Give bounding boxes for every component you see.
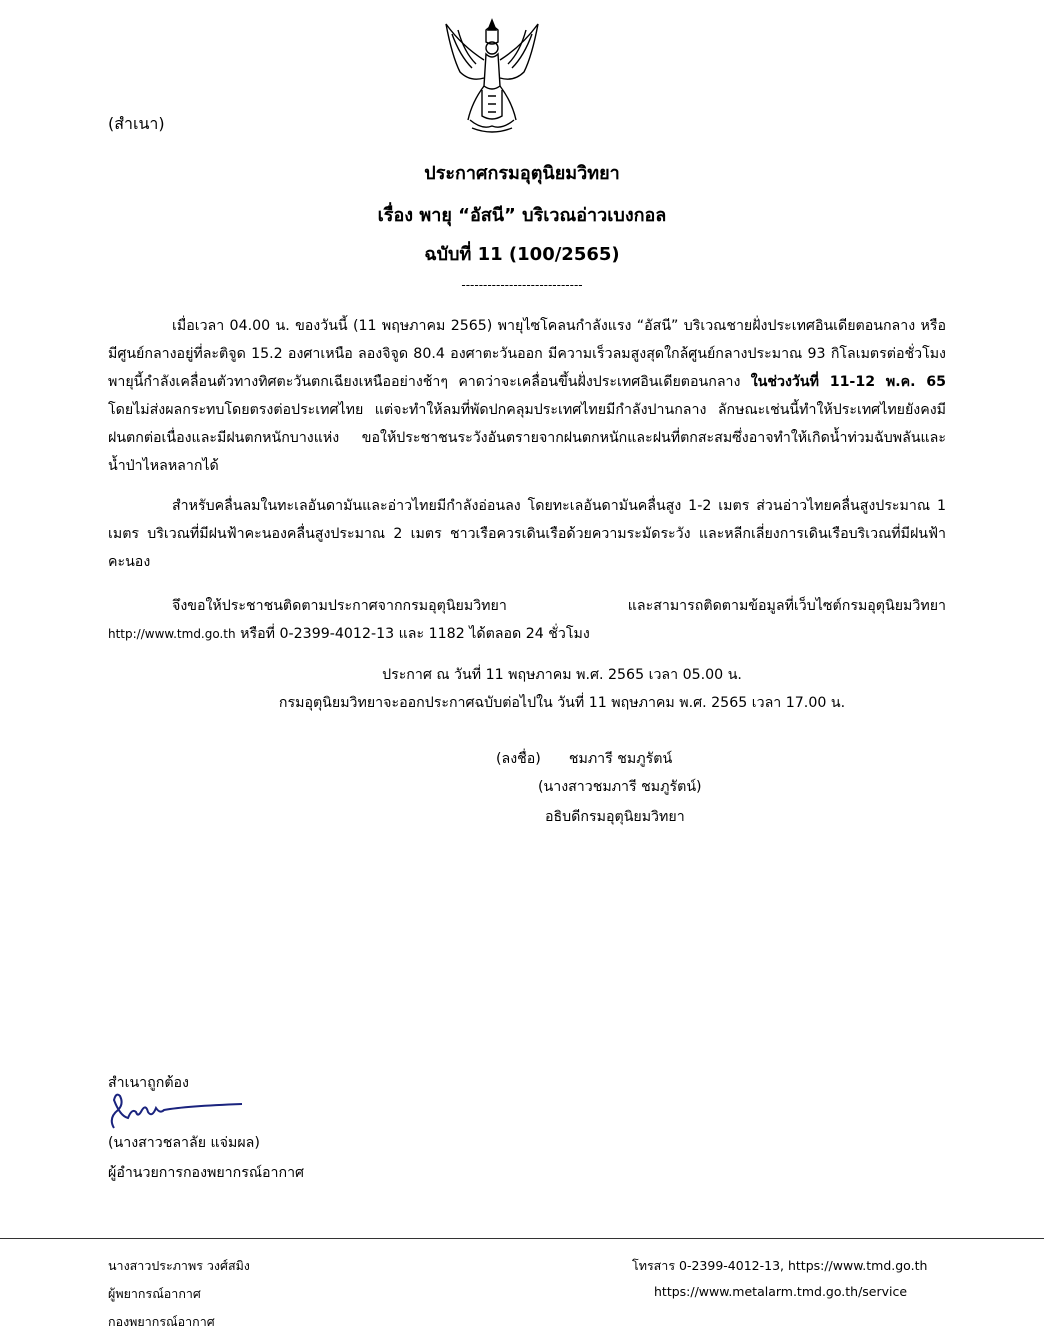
copy-label: (สำเนา) [108,114,165,133]
paragraph-1-text-a: เมื่อเวลา 04.00 น. ของวันนี้ (11 พฤษภาคม 2565) พายุไซโคลนกำลังแรง “อัสนี” บริเวณชายฝั่งประเทศอินเดียตอนกลาง หรือมีศูนย์กลางอยู่ที่ละติจูด 15.2 องศาเหนือ ลองจิจูด 80.4 องศาตะวันออก มีความเร็วลมสูงสุดใกล้ศูนย์กลางประมาณ 93 กิโลเมตรต่อชั่วโมง พายุนี้กำลังเคลื่อนตัวทางทิศตะวันตกเฉียงเหนืออย่างช้าๆ คาดว่าจะเคลื่อนขึ้นฝั่งประเทศอินเดียตอนกลาง [108,318,946,390]
certifier-title: ผู้อำนวยการกองพยากรณ์อากาศ [108,1165,305,1181]
tmd-website-link[interactable]: http://www.tmd.go.th [108,627,236,641]
paragraph-waves: สำหรับคลื่นลมในทะเลอันดามันและอ่าวไทยมีกำลังอ่อนลง โดยทะเลอันดามันคลื่นสูง 1-2 เมตร ส่วนอ่าวไทยคลื่นสูงประมาณ 1 เมตร บริเวณที่มีฝนฟ้าคะนองคลื่นสูงประมาณ 2 เมตร ชาวเรือควรเดินเรือด้วยความระมัดระวัง และหลีกเลี่ยงการเดินเรือบริเวณที่มีฝนฟ้าคะนอง [108,498,946,570]
certifier-name: (นางสาวชลาลัย แจ่มผล) [108,1135,260,1151]
signer-title: อธิบดีกรมอุตุนิยมวิทยา [545,809,685,825]
footer-role: ผู้พยากรณ์อากาศ [108,1286,201,1301]
signed-label: (ลงชื่อ) [496,751,541,767]
footer-division: กองพยากรณ์อากาศ [108,1314,215,1329]
next-issue-note: กรมอุตุนิยมวิทยาจะออกประกาศฉบับต่อไปใน วันที่ 11 พฤษภาคม พ.ศ. 2565 เวลา 17.00 น. [278,695,846,711]
footer-divider [0,1238,1044,1239]
paragraph-3-text-a: จึงขอให้ประชาชนติดตามประกาศจากกรมอุตุนิยมวิทยา และสามารถติดตามข้อมูลที่เว็บไซต์กรมอุตุนิยมวิทยา [172,598,946,614]
document-title: ประกาศกรมอุตุนิยมวิทยา [424,163,620,184]
footer-forecaster: นางสาวประภาพร วงศ์สมิง [108,1258,250,1273]
paragraph-storm-status [108,312,946,480]
document-issue: ฉบับที่ 11 (100/2565) [424,244,620,265]
signed-line [496,748,672,770]
paragraph-1-bold-date: ในช่วงวันที่ 11-12 พ.ค. 65 [750,374,946,390]
announcement-date: ประกาศ ณ วันที่ 11 พฤษภาคม พ.ศ. 2565 เวลา 05.00 น. [382,667,742,683]
signed-name: ชมภารี ชมภูรัตน์ [568,751,673,767]
signer-full-name: (นางสาวชมภารี ชมภูรัตน์) [538,779,702,795]
footer-contact: โทรสาร 0-2399-4012-13, https://www.tmd.go.th [632,1258,928,1273]
certified-copy-label: สำเนาถูกต้อง [108,1075,189,1091]
paragraph-1-text-b: โดยไม่ส่งผลกระทบโดยตรงต่อประเทศไทย แต่จะทำให้ลมที่พัดปกคลุมประเทศไทยมีกำลังปานกลาง ลักษณะเช่นนี้ทำให้ประเทศไทยยังคงมีฝนตกต่อเนื่องและมีฝนตกหนักบางแห่ง ขอให้ประชาชนระวังอันตรายจากฝนตกหนักและฝนที่ตกสะสมซึ่งอาจทำให้เกิดน้ำท่วมฉับพลันและน้ำป่าไหลหลากได้ [108,402,946,474]
paragraph-contact [108,592,946,648]
paragraph-3-text-b: หรือที่ 0-2399-4012-13 และ 1182 ได้ตลอด 24 ชั่วโมง [235,626,590,642]
title-separator: ---------------------------- [461,278,583,292]
garuda-emblem [442,16,542,136]
handwritten-signature [106,1088,246,1132]
document-subject: เรื่อง พายุ “อัสนี” บริเวณอ่าวเบงกอล [377,205,667,226]
footer-service-url[interactable]: https://www.metalarm.tmd.go.th/service [654,1284,908,1299]
